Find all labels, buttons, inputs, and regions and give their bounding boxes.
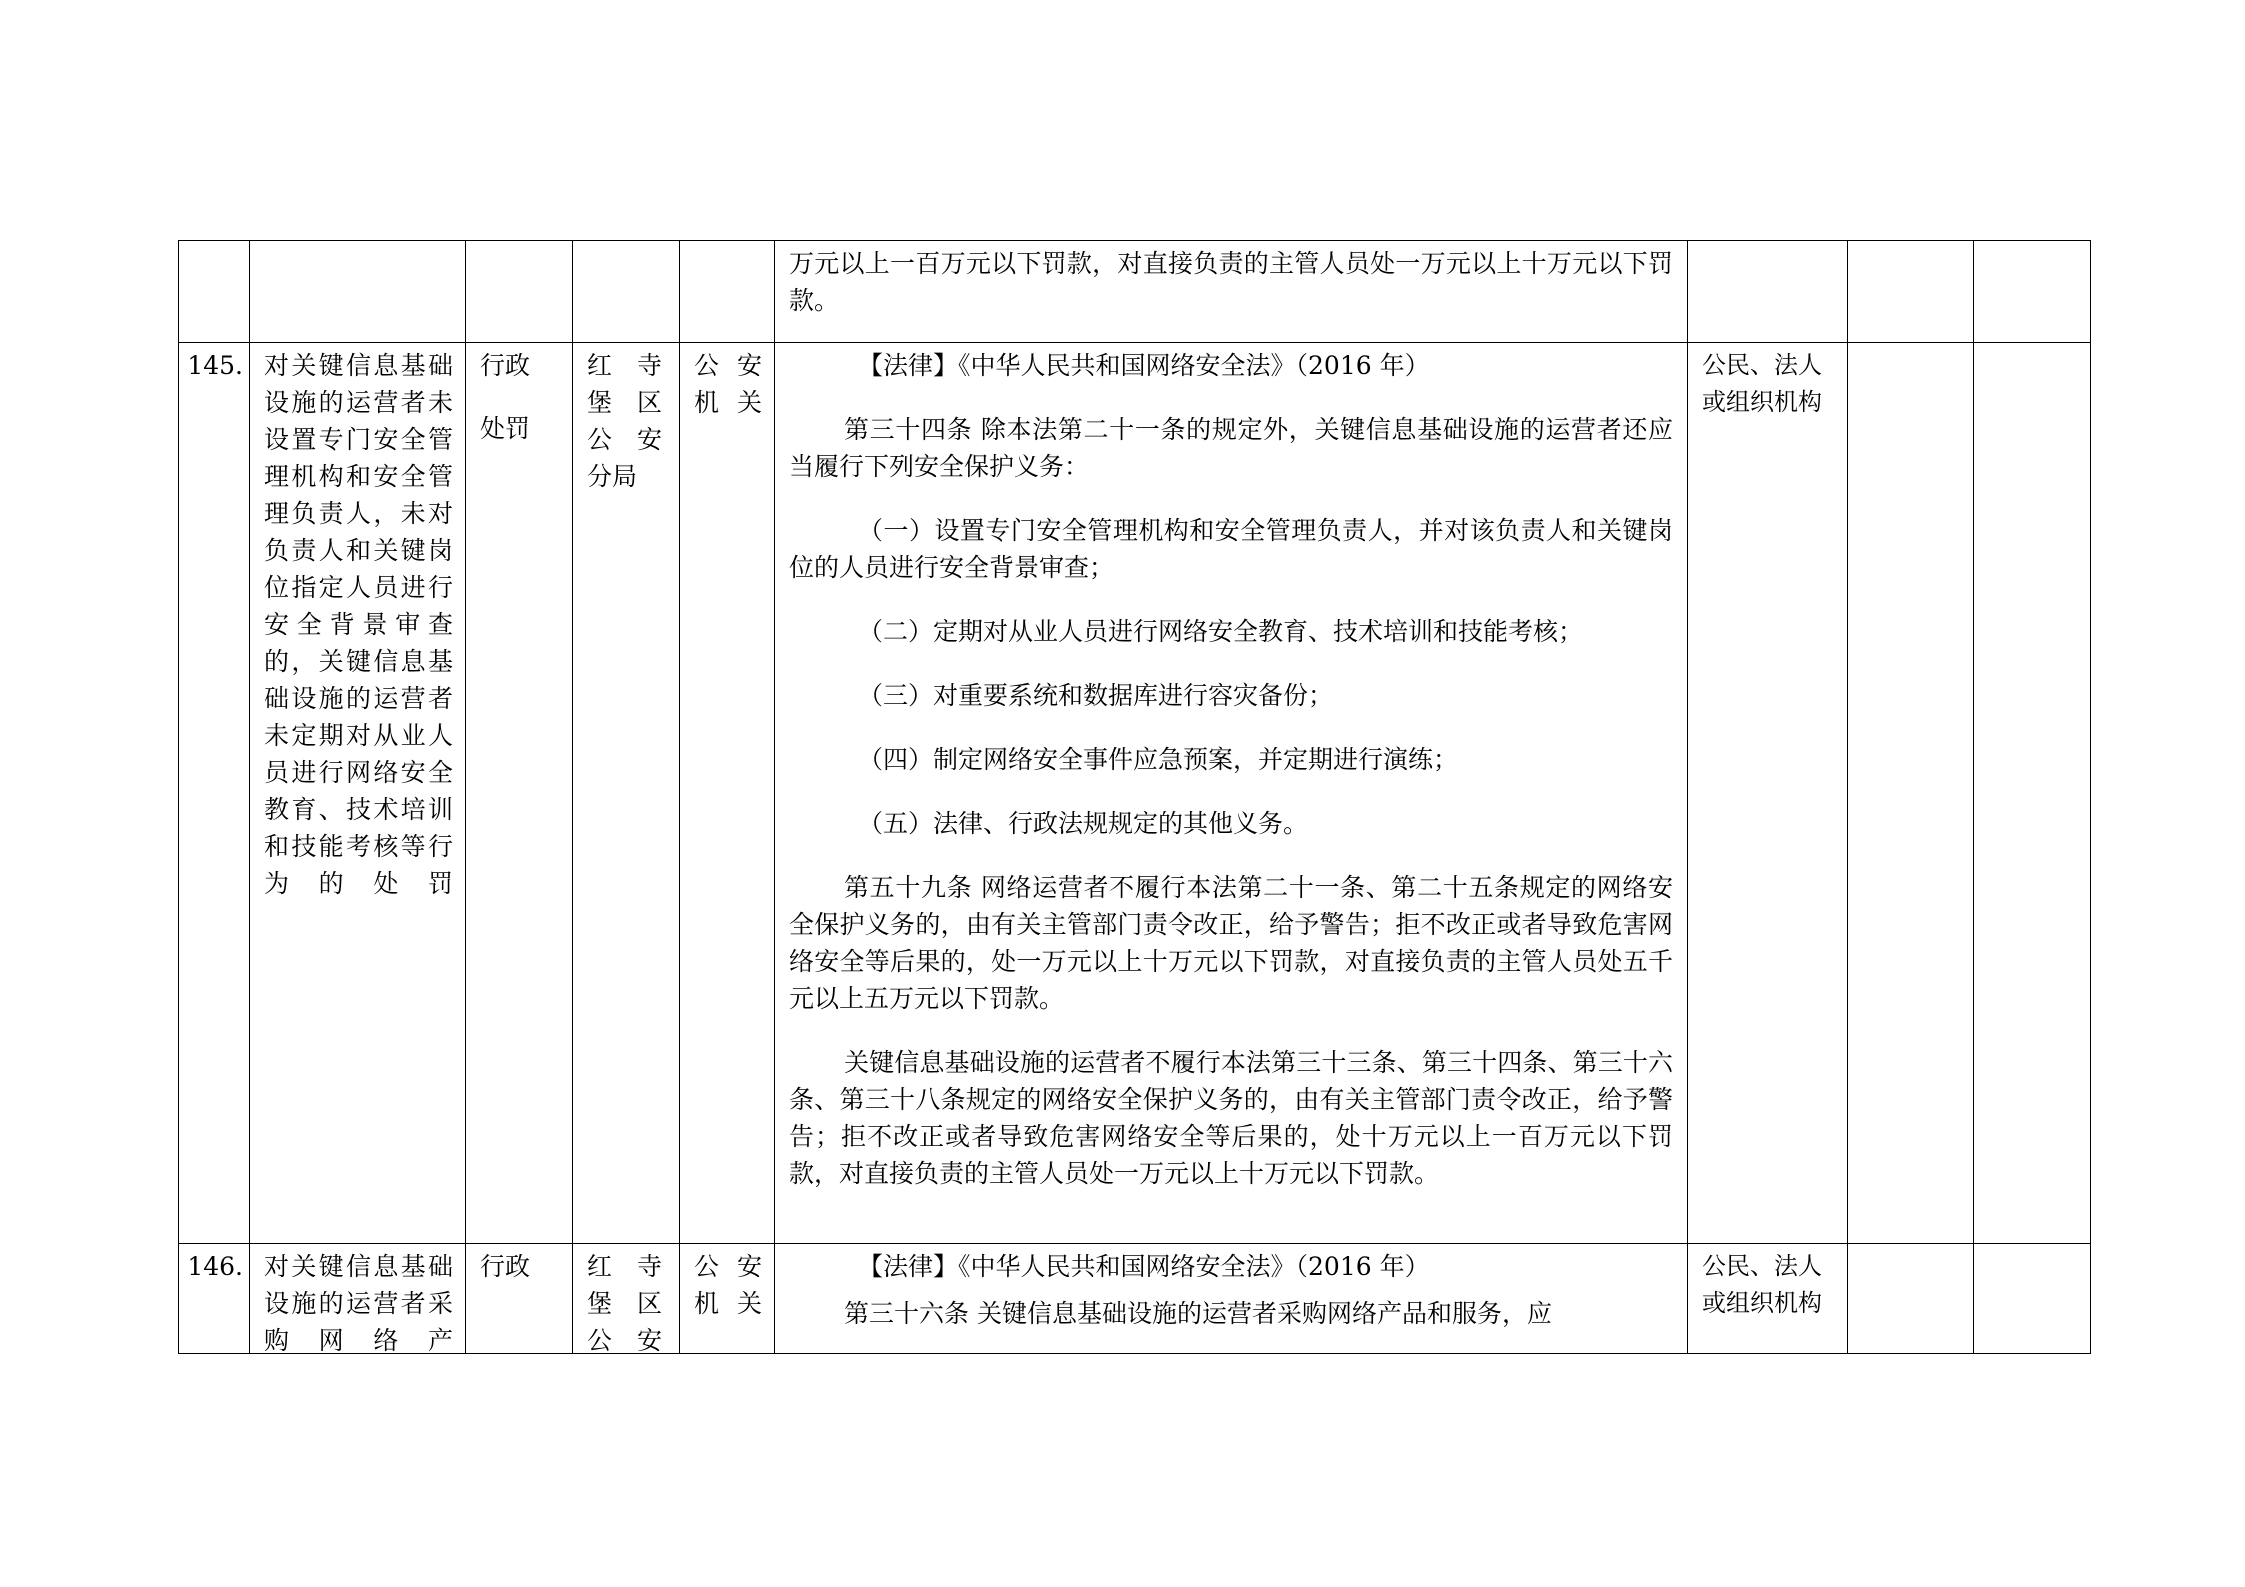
legal-paragraph: （五）法律、行政法规规定的其他义务。 (858, 809, 1309, 838)
item-type-line: 行政 (480, 1252, 531, 1281)
agency-cell: 公安机关 (680, 343, 775, 1244)
legal-paragraph: （四）制定网络安全事件应急预案，并定期进行演练； (858, 745, 1459, 774)
item-type-cell (466, 241, 573, 343)
subject-cell (1688, 241, 1848, 343)
item-title-cell: 对关键信息基础设施的运营者采购网络产 (250, 1244, 466, 1354)
agency-cell (680, 241, 775, 343)
legal-basis-cell (775, 1244, 1688, 1354)
department-line: 红 寺 (587, 1252, 663, 1281)
column-8-cell (1848, 241, 1974, 343)
legal-paragraph: （三）对重要系统和数据库进行容灾备份； (858, 681, 1334, 710)
subject-cell: 公民、法人或组织机构 (1688, 343, 1848, 1244)
column-9-cell (1974, 241, 2091, 343)
column-9-cell (1974, 1244, 2091, 1354)
legal-paragraph: 第三十四条 除本法第二十一条的规定外，关键信息基础设施的运营者还应当履行下列安全保护义务： (789, 415, 1673, 481)
legal-paragraph: 第五十九条 网络运营者不履行本法第二十一条、第二十五条规定的网络安全保护义务的，由有关主管部门责令改正，给予警告；拒不改正或者导致危害网络安全等后果的，处一万元以上十万元以下罚款，对直接负责的主管人员处五千元以上五万元以下罚款。 (789, 873, 1673, 1013)
legal-paragraph: 第三十六条 关键信息基础设施的运营者采购网络产品和服务，应 (844, 1299, 1552, 1328)
department-cell (573, 1244, 680, 1354)
legal-basis-cell (775, 343, 1688, 1244)
column-8-cell (1848, 343, 1974, 1244)
department-line: 公 安 (587, 1326, 663, 1353)
item-title-cell: 对关键信息基础设施的运营者未设置专门安全管理机构和安全管理负责人，未对负责人和关键岗位指定人员进行安全背景审查的，关键信息基础设施的运营者未定期对从业人员进行网络安全教育、技术培训和技能考核等行为的处罚 (250, 343, 466, 1244)
department-line: 分局 (587, 462, 638, 491)
department-line: 堡 区 (587, 1289, 663, 1318)
item-type-cell (466, 1244, 573, 1354)
law-citation: 【法律】《中华人民共和国网络安全法》（2016 年） (858, 1252, 1430, 1281)
item-title-cell (250, 241, 466, 343)
department-line: 公 安 (587, 425, 663, 454)
regulation-table (178, 240, 2091, 1354)
row-number-cell (179, 241, 250, 343)
department-cell (573, 241, 680, 343)
column-8-cell (1848, 1244, 1974, 1354)
legal-paragraph: （二）定期对从业人员进行网络安全教育、技术培训和技能考核； (858, 617, 1584, 646)
row-number-cell: 146. (179, 1244, 250, 1354)
legal-paragraph: 关键信息基础设施的运营者不履行本法第三十三条、第三十四条、第三十六条、第三十八条规定的网络安全保护义务的，由有关主管部门责令改正，给予警告；拒不改正或者导致危害网络安全等后果的，处十万元以上一百万元以下罚款，对直接负责的主管人员处一万元以上十万元以下罚款。 (789, 1048, 1673, 1188)
legal-basis-cell (775, 241, 1688, 343)
item-type-line: 行政 (480, 351, 531, 380)
table-row-carryover (179, 241, 2091, 343)
law-citation: 【法律】《中华人民共和国网络安全法》（2016 年） (858, 351, 1430, 380)
legal-paragraph: 万元以上一百万元以下罚款，对直接负责的主管人员处一万元以上十万元以下罚款。 (789, 249, 1673, 315)
item-type-cell (466, 343, 573, 1244)
department-cell (573, 343, 680, 1244)
table-row-146 (179, 1244, 2091, 1354)
department-line: 堡 区 (587, 388, 663, 417)
legal-paragraph: （一）设置专门安全管理机构和安全管理负责人，并对该负责人和关键岗位的人员进行安全背景审查； (789, 516, 1673, 582)
item-type-line: 处罚 (480, 414, 531, 443)
row-number-cell: 145. (179, 343, 250, 1244)
table-row-145 (179, 343, 2091, 1244)
subject-cell: 公民、法人或组织机构 (1688, 1244, 1848, 1354)
department-line: 红 寺 (587, 351, 663, 380)
agency-cell: 公安机关 (680, 1244, 775, 1354)
column-9-cell (1974, 343, 2091, 1244)
